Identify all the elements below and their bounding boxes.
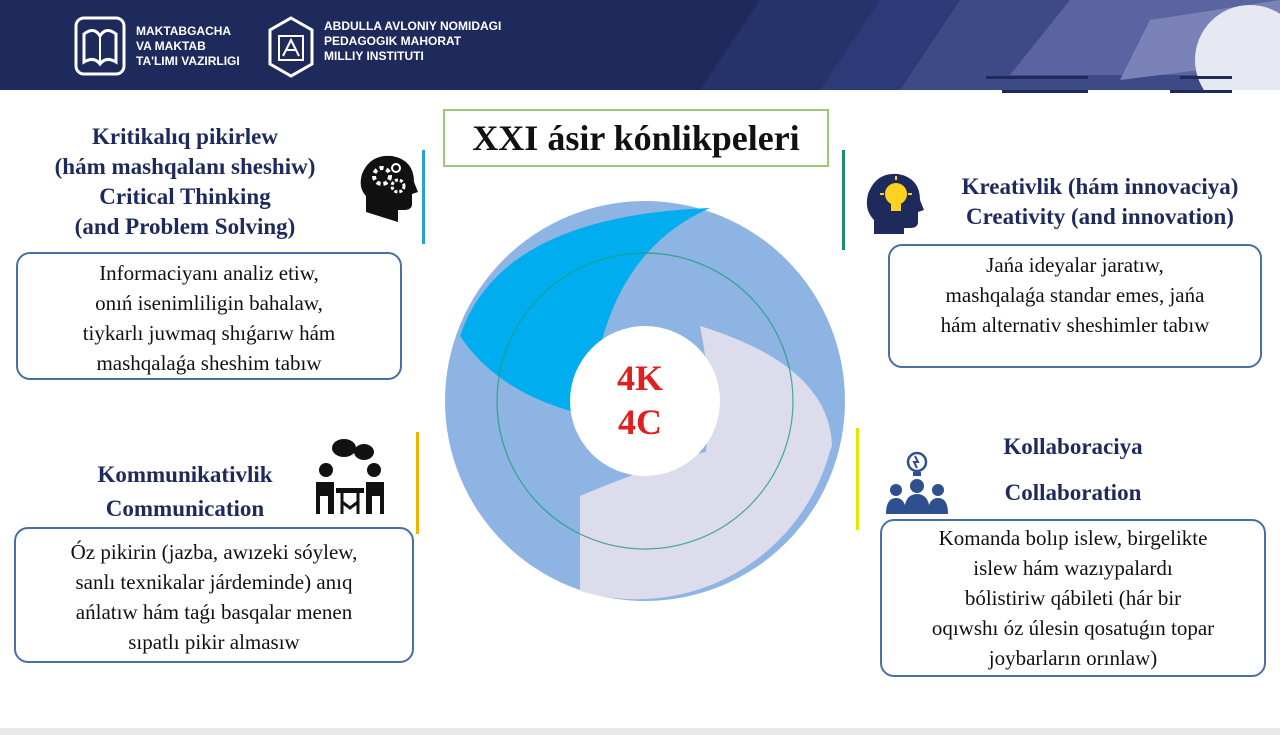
communication-heading-line: Kommunikativlik xyxy=(97,462,273,487)
critical-accent-bar xyxy=(422,150,425,244)
critical-heading-line: (hám mashqalanı sheshiw) xyxy=(54,154,316,179)
communication-body-line: sıpatlı pikir almasıw xyxy=(128,630,300,654)
critical-body-line: Informaciyanı analiz etiw, xyxy=(99,261,319,285)
communication-body-box xyxy=(14,527,414,663)
communication-body-line: Óz pikirin (jazba, awızeki sóylew, xyxy=(70,540,358,564)
logo2-line1: ABDULLA AVLONIY NOMIDAGI xyxy=(324,18,502,33)
institute-logo xyxy=(268,16,501,78)
communication-heading xyxy=(40,458,330,526)
logo2-line3: MILLIY INSTITUTI xyxy=(324,48,424,63)
creativity-heading-line: Kreativlik (hám innovaciya) xyxy=(961,174,1239,199)
critical-body-line: mashqalaǵa sheshim tabıw xyxy=(96,351,322,375)
critical-heading-line: Critical Thinking xyxy=(99,184,271,209)
collaboration-body-line: joybarların orınlaw) xyxy=(988,646,1158,670)
collaboration-heading-line: Collaboration xyxy=(1004,480,1142,505)
logo2-line2: PEDAGOGIK MAHORAT xyxy=(324,33,462,48)
creativity-body-line: Jańa ideyalar jaratıw, xyxy=(986,253,1164,277)
book-logo-icon xyxy=(74,16,126,76)
team-idea-icon xyxy=(882,448,952,520)
collaboration-body-line: Komanda bolıp islew, birgelikte xyxy=(938,526,1208,550)
collaboration-heading xyxy=(950,424,1196,516)
ministry-logo xyxy=(74,16,240,76)
creativity-heading xyxy=(930,172,1270,232)
decor-line xyxy=(986,76,1088,79)
center-label xyxy=(580,356,700,444)
people-talking-icon xyxy=(312,436,388,516)
creativity-body-line: hám alternativ sheshimler tabıw xyxy=(940,313,1210,337)
page-title: XXI ásir kónlikpeleri xyxy=(443,109,829,167)
collaboration-body-line: oqıwshı óz úlesin qosatuǵın topar xyxy=(931,616,1215,640)
collaboration-body-line: islew hám wazıypalardı xyxy=(973,556,1173,580)
bottom-strip xyxy=(0,728,1280,735)
critical-body-line: tiykarlı juwmaq shıǵarıw hám xyxy=(82,321,336,345)
logo1-line3: TA'LIMI VAZIRLIGI xyxy=(136,53,240,68)
communication-heading-line: Communication xyxy=(105,496,265,521)
creativity-accent-bar xyxy=(842,150,845,250)
collaboration-body-box xyxy=(880,519,1266,677)
creativity-body-box xyxy=(888,244,1262,368)
creativity-heading-line: Creativity (and innovation) xyxy=(966,204,1234,229)
communication-body-line: sanlı texnikalar járdeminde) anıq xyxy=(75,570,353,594)
critical-body-line: onıń isenimliligin bahalaw, xyxy=(95,291,323,315)
communication-accent-bar xyxy=(416,432,419,534)
logo1-line2: VA MAKTAB xyxy=(136,38,206,53)
decor-line xyxy=(1002,90,1088,93)
critical-heading-line: Kritikalıq pikirlew xyxy=(92,124,278,149)
logo1-line1: MAKTABGACHA xyxy=(136,23,232,38)
critical-heading xyxy=(20,122,350,242)
collaboration-heading-line: Kollaboraciya xyxy=(1003,434,1143,459)
collaboration-accent-bar xyxy=(856,428,859,530)
head-gears-icon xyxy=(358,152,418,222)
decor-line xyxy=(1180,76,1232,79)
collaboration-body-line: bólistiriw qábileti (hár bir xyxy=(964,586,1182,610)
institute-emblem-icon xyxy=(268,16,314,78)
head-lightbulb-icon xyxy=(864,170,924,234)
creativity-body-line: mashqalaǵa standar emes, jańa xyxy=(945,283,1205,307)
communication-body-line: ańlatıw hám taǵı basqalar menen xyxy=(75,600,353,624)
center-4c: 4C xyxy=(618,402,662,442)
critical-heading-line: (and Problem Solving) xyxy=(74,214,296,239)
critical-body-box xyxy=(16,252,402,380)
header-banner xyxy=(0,0,1280,90)
center-4k: 4K xyxy=(616,358,663,398)
decor-line xyxy=(1170,90,1232,93)
